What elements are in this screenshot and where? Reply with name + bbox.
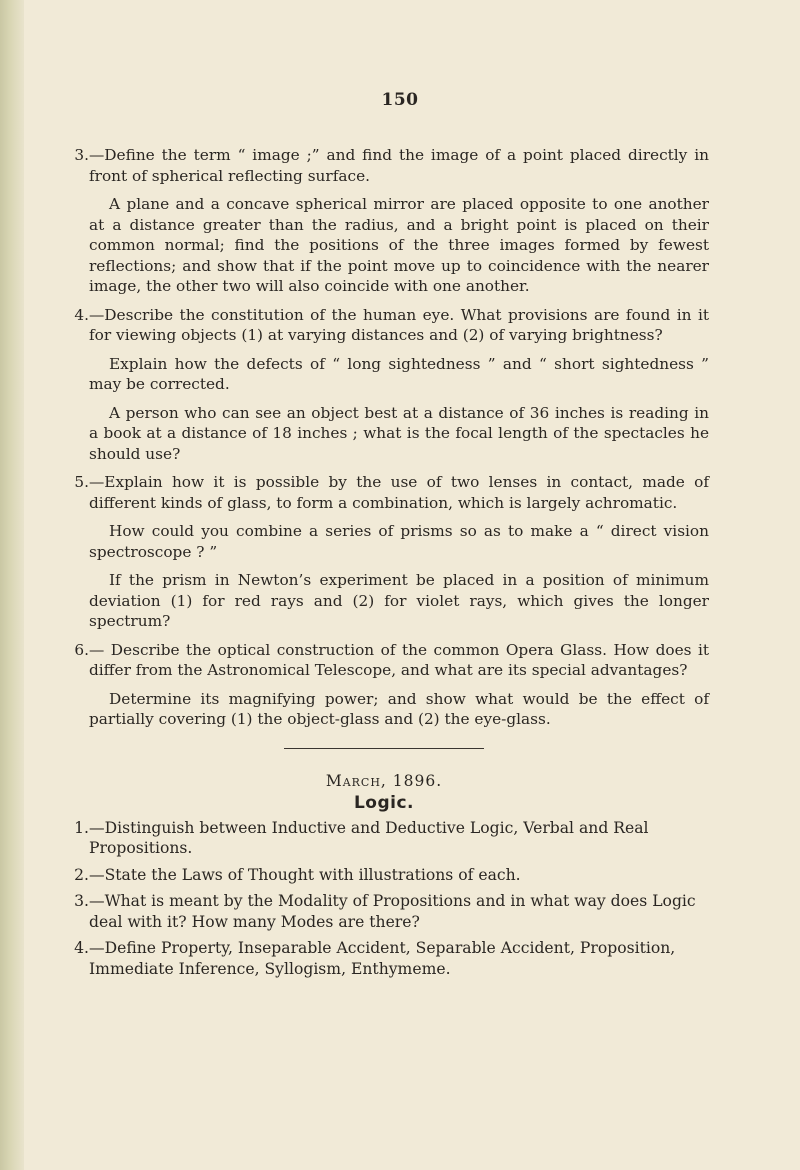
question-paragraph: If the prism in Newton’s experiment be placed in a position of minimum deviation (1) for red rays and (2) for violet rays, which gives the longer spectrum? (89, 571, 709, 630)
question-number: 3. (74, 892, 89, 910)
question-paragraph: A person who can see an object best at a distance of 36 inches is reading in a book at a distance of 18 inches ; what is the focal length of the spectacles he should use? (89, 403, 709, 463)
question-text: —State the Laws of Thought with illustrations of each. (89, 865, 521, 884)
question-text: —Define the term “ image ;” and find the image of a point placed directly in front of spherical reflecting surface. (89, 146, 709, 185)
logic-question-2 (59, 865, 709, 886)
question-paragraph: A plane and a concave spherical mirror are placed opposite to one another at a distance greater than the radius, and a bright point is placed on their common normal; find the positions of the three images formed by fewest reflections; and show that if the point move up to coincidence with the nearer image, the other two will also coincide with one another. (89, 195, 709, 295)
question-text: —Explain how it is possible by the use of two lenses in contact, made of different kinds of glass, to form a combination, which is largely achromatic. (89, 473, 709, 512)
question-number: 5. (74, 473, 89, 491)
question-4 (59, 305, 709, 465)
exam-date-heading: March, 1896. (325, 771, 443, 790)
question-paragraph: Explain how the defects of “ long sightedness ” and “ short sightedness ” may be corrected. (89, 354, 709, 393)
question-5 (59, 472, 709, 632)
question-paragraph: How could you combine a series of prisms so as to make a “ direct vision spectroscope ? ” (89, 522, 709, 561)
book-binding-shadow (0, 0, 24, 1170)
question-number: 4. (74, 305, 89, 324)
logic-question-1 (59, 818, 709, 859)
question-text: — Describe the optical construction of the common Opera Glass. How does it differ from the Astronomical Telescope, and what are its special advantages? (89, 640, 709, 679)
question-number: 2. (74, 865, 89, 884)
question-3 (59, 145, 709, 297)
question-text: —What is meant by the Modality of Propositions and in what way does Logic deal with it? How many Modes are there? (89, 892, 696, 931)
question-text: —Define Property, Inseparable Accident, Separable Accident, Proposition, Immediate Inference, Syllogism, Enthymeme. (89, 939, 676, 978)
question-number: 6. (74, 640, 89, 659)
question-number: 3. (74, 146, 89, 164)
section-divider (284, 748, 484, 749)
page-number: 150 (381, 90, 419, 110)
logic-question-3 (59, 891, 709, 932)
question-paragraph: Determine its magnifying power; and show what would be the effect of partially covering (1) the object-glass and (2) the eye-glass. (89, 689, 709, 728)
question-6 (59, 640, 709, 730)
question-text: —Distinguish between Inductive and Deductive Logic, Verbal and Real Propositions. (89, 818, 649, 857)
logic-question-4 (59, 938, 709, 979)
page-content (59, 145, 709, 985)
question-text: —Describe the constitution of the human eye. What provisions are found in it for viewing objects (1) at varying distances and (2) of varying brightness? (89, 305, 709, 344)
subject-heading: Logic. (353, 793, 415, 813)
question-number: 1. (74, 818, 89, 837)
question-number: 4. (74, 939, 89, 957)
